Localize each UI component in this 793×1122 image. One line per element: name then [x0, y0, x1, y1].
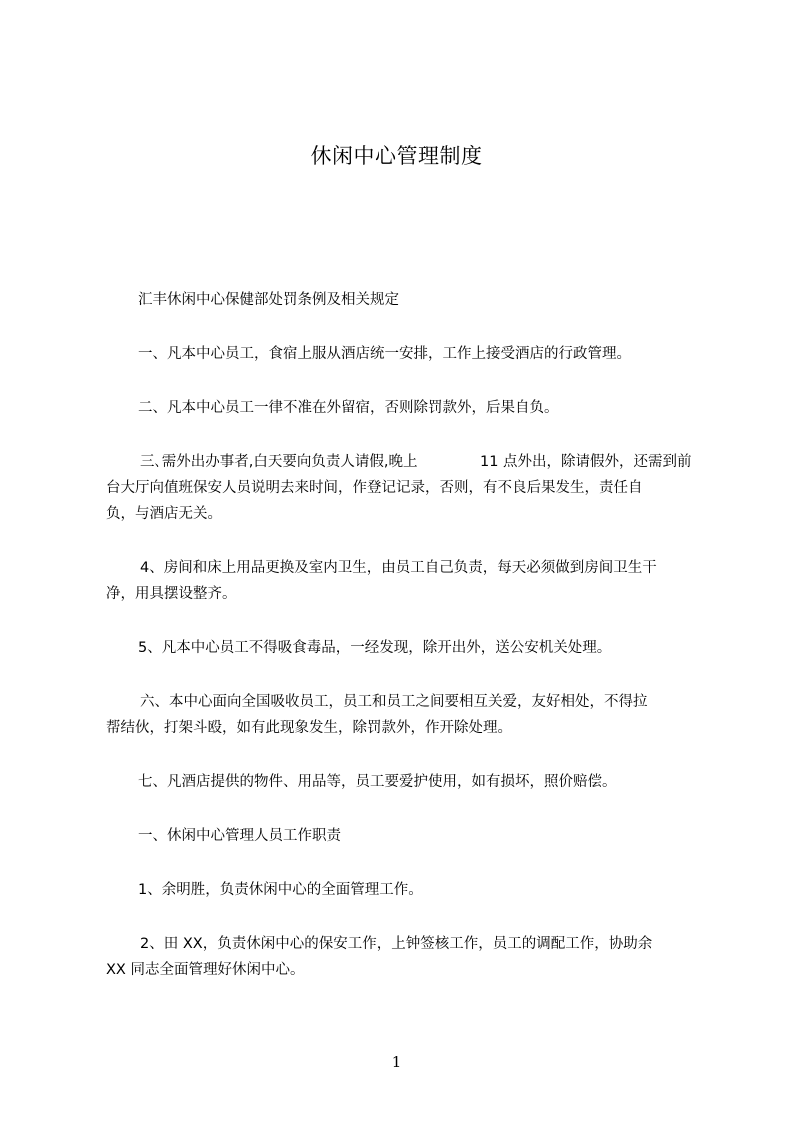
- duty-2-line-1: 2、田 XX，负责休闲中心的保安工作，上钟签核工作，员工的调配工作，协助余: [140, 936, 653, 952]
- duty-1: 1、余明胜，负责休闲中心的全面管理工作。: [138, 882, 423, 898]
- rule-7: 七、凡酒店提供的物件、用品等，员工要爱护使用，如有损坏，照价赔偿。: [138, 774, 617, 790]
- document-subtitle: 汇丰休闲中心保健部处罚条例及相关规定: [138, 292, 399, 308]
- rule-4-line-2: 净，用具摆设整齐。: [106, 586, 237, 602]
- section-heading: 一、休闲中心管理人员工作职责: [138, 828, 341, 844]
- duty-2-line-2: XX 同志全面管理好休闲中心。: [106, 962, 305, 978]
- rule-5: 5、凡本中心员工不得吸食毒品，一经发现，除开出外，送公安机关处理。: [138, 640, 612, 656]
- rule-3-line-3: 负，与酒店无关。: [106, 506, 222, 522]
- rule-1: 一、凡本中心员工，食宿上服从酒店统一安排，工作上接受酒店的行政管理。: [138, 346, 631, 362]
- rule-6-line-1: 六、本中心面向全国吸收员工，员工和员工之间要相互关爱，友好相处，不得拉: [140, 694, 648, 710]
- document-title: 休闲中心管理制度: [310, 144, 483, 168]
- rule-4-line-1: 4、房间和床上用品更换及室内卫生，由员工自己负责，每天必须做到房间卫生干: [140, 560, 657, 576]
- rule-3-line-1b: 11 点外出，除请假外，还需到前: [480, 454, 692, 470]
- rule-3-line-2: 台大厅向值班保安人员说明去来时间，作登记记录，否则，有不良后果发生，责任自: [106, 480, 643, 496]
- rule-3-line-1a: 三､需外出办事者,白天要向负责人请假,晚上: [140, 454, 418, 470]
- rule-2: 二、凡本中心员工一律不准在外留宿，否则除罚款外，后果自负。: [138, 400, 559, 416]
- rule-6-line-2: 帮结伙，打架斗殴，如有此现象发生，除罚款外，作开除处理。: [106, 720, 512, 736]
- page-number: 1: [391, 1053, 402, 1071]
